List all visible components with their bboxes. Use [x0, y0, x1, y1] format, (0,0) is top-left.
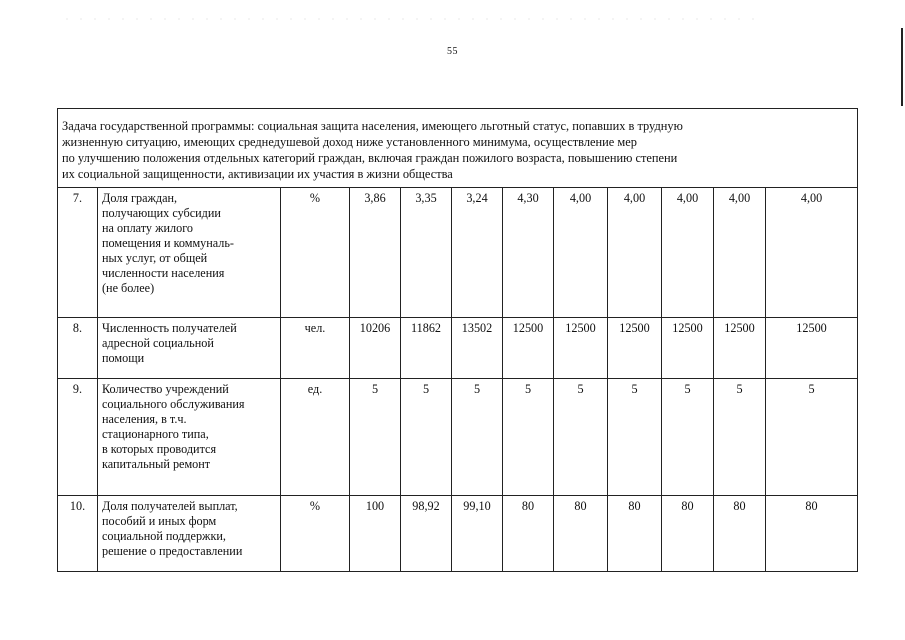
- indicator-name-line: ных услуг, от общей: [102, 251, 208, 265]
- table-row: [58, 188, 858, 318]
- indicator-name-line: (не более): [102, 281, 155, 295]
- row-number: 9.: [58, 379, 98, 496]
- value-cell: 5: [714, 379, 766, 496]
- task-header-line: жизненную ситуацию, имеющих среднедушевой доход ниже установленного минимума, осуществление мер: [62, 135, 637, 149]
- task-header-cell: [58, 109, 858, 188]
- indicator-name-line: социального обслуживания: [102, 397, 245, 411]
- indicators-table: [57, 108, 858, 572]
- unit-cell: чел.: [281, 318, 350, 379]
- value-cell: 3,86: [350, 188, 401, 318]
- value-cell: 80: [766, 496, 858, 572]
- indicator-name-line: помощи: [102, 351, 145, 365]
- task-header-row: [58, 109, 858, 188]
- indicator-name: [98, 188, 281, 318]
- table-row: [58, 496, 858, 572]
- page-number: 55: [447, 46, 458, 57]
- value-cell: 80: [714, 496, 766, 572]
- indicator-name-line: Численность получателей: [102, 321, 237, 335]
- value-cell: 4,00: [608, 188, 662, 318]
- indicator-name-line: численности населения: [102, 266, 225, 280]
- indicator-name-line: на оплату жилого: [102, 221, 193, 235]
- value-cell: 5: [554, 379, 608, 496]
- value-cell: 3,24: [452, 188, 503, 318]
- value-cell: 12500: [662, 318, 714, 379]
- value-cell: 13502: [452, 318, 503, 379]
- value-cell: 4,00: [766, 188, 858, 318]
- indicator-name-line: получающих субсидии: [102, 206, 221, 220]
- indicator-name-line: Количество учреждений: [102, 382, 229, 396]
- row-number: 7.: [58, 188, 98, 318]
- value-cell: 100: [350, 496, 401, 572]
- table-row: [58, 318, 858, 379]
- value-cell: 12500: [503, 318, 554, 379]
- indicator-name-line: капитальный ремонт: [102, 457, 211, 471]
- value-cell: 5: [401, 379, 452, 496]
- value-cell: 80: [503, 496, 554, 572]
- value-cell: 5: [662, 379, 714, 496]
- indicator-name-line: Доля граждан,: [102, 191, 178, 205]
- value-cell: 80: [662, 496, 714, 572]
- indicator-name-line: Доля получателей выплат,: [102, 499, 238, 513]
- unit-cell: ед.: [281, 379, 350, 496]
- value-cell: 80: [554, 496, 608, 572]
- value-cell: 10206: [350, 318, 401, 379]
- scan-artifact-edge: [901, 28, 903, 106]
- indicator-name: [98, 379, 281, 496]
- indicator-name-line: социальной поддержки,: [102, 529, 226, 543]
- task-header-line: их социальной защищенности, активизации их участия в жизни общества: [62, 167, 453, 181]
- value-cell: 12500: [766, 318, 858, 379]
- value-cell: 98,92: [401, 496, 452, 572]
- value-cell: 5: [766, 379, 858, 496]
- value-cell: 4,00: [554, 188, 608, 318]
- value-cell: 12500: [608, 318, 662, 379]
- value-cell: 11862: [401, 318, 452, 379]
- value-cell: 3,35: [401, 188, 452, 318]
- scan-artifact-dots: [60, 18, 760, 20]
- task-header-line: по улучшению положения отдельных категорий граждан, включая граждан пожилого возраста, повышению степени: [62, 151, 678, 165]
- unit-cell: %: [281, 496, 350, 572]
- value-cell: 5: [350, 379, 401, 496]
- indicator-name-line: в которых проводится: [102, 442, 217, 456]
- row-number: 8.: [58, 318, 98, 379]
- value-cell: 4,00: [662, 188, 714, 318]
- indicator-name-line: пособий и иных форм: [102, 514, 217, 528]
- table-row: [58, 379, 858, 496]
- value-cell: 5: [503, 379, 554, 496]
- value-cell: 12500: [714, 318, 766, 379]
- unit-cell: %: [281, 188, 350, 318]
- value-cell: 4,30: [503, 188, 554, 318]
- task-header-line: Задача государственной программы: социальная защита населения, имеющего льготный статус, попавших в трудную: [62, 119, 683, 133]
- indicator-name-line: помещения и коммуналь-: [102, 236, 234, 250]
- value-cell: 80: [608, 496, 662, 572]
- indicator-name-line: стационарного типа,: [102, 427, 209, 441]
- indicator-name: [98, 318, 281, 379]
- value-cell: 99,10: [452, 496, 503, 572]
- value-cell: 4,00: [714, 188, 766, 318]
- indicator-name-line: населения, в т.ч.: [102, 412, 187, 426]
- value-cell: 5: [452, 379, 503, 496]
- value-cell: 12500: [554, 318, 608, 379]
- indicator-name-line: решение о предоставлении: [102, 544, 243, 558]
- row-number: 10.: [58, 496, 98, 572]
- indicator-name: [98, 496, 281, 572]
- value-cell: 5: [608, 379, 662, 496]
- indicator-name-line: адресной социальной: [102, 336, 214, 350]
